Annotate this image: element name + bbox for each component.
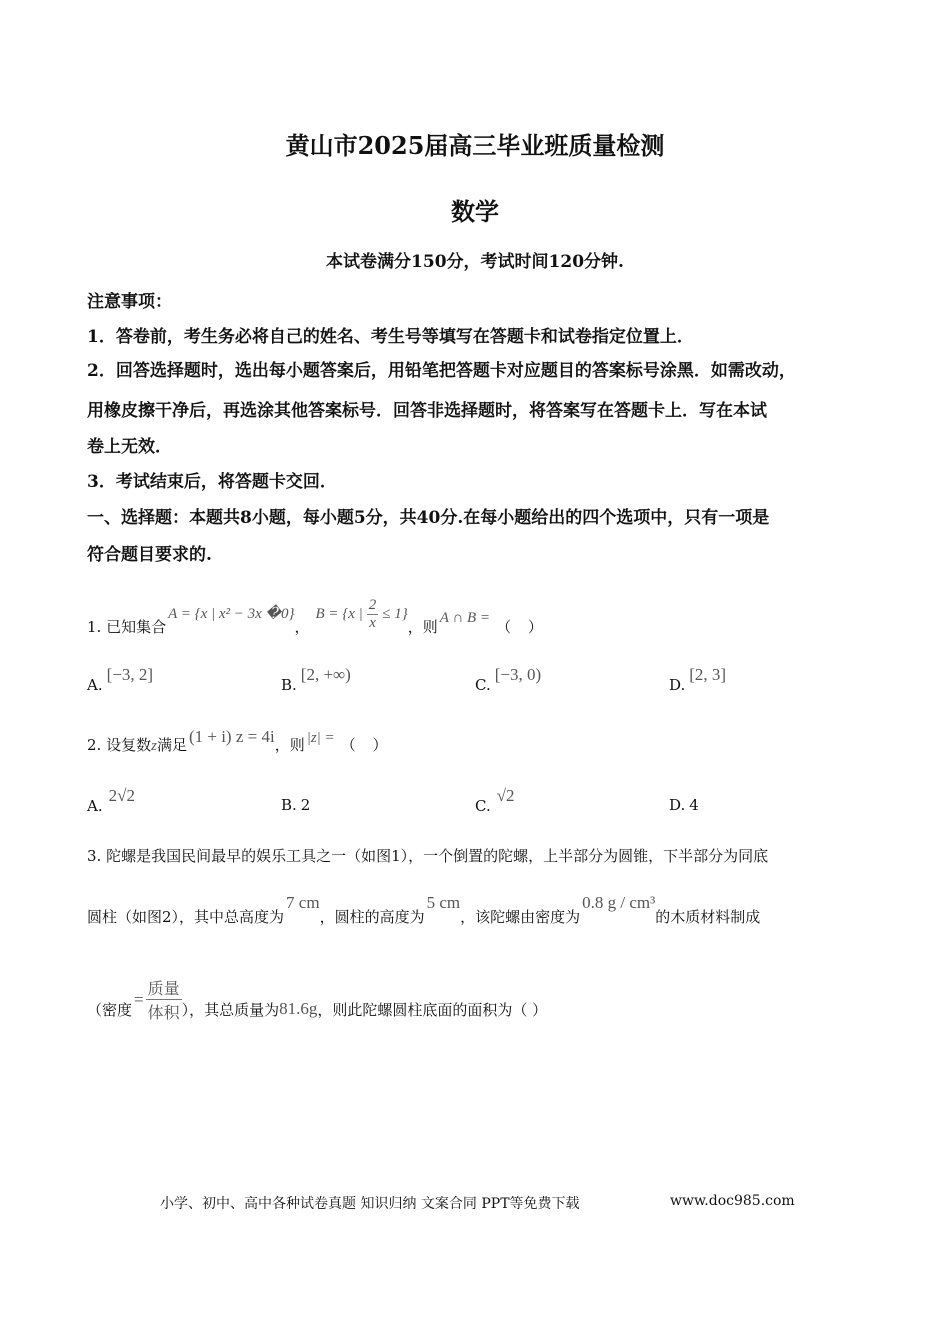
q1-option-c-value: [−3, 0) [494, 665, 542, 684]
footer-site-link[interactable]: www.doc985.com [670, 1193, 795, 1209]
section1-line-2: 符合题目要求的. [87, 545, 212, 565]
q1-set-b-fraction [367, 597, 379, 632]
q2-option-a-label: A. [87, 797, 103, 815]
q1-comma: ， [294, 618, 310, 636]
note-item-2-line-1: 2．回答选择题时，选出每小题答案后，用铅笔把答题卡对应题目的答案标号涂黑．如需改动， [87, 361, 796, 381]
q3-line-3-a: （密度 [87, 1001, 133, 1019]
q1-option-d-value: [2, 3] [689, 665, 727, 684]
note-item-2-line-3: 卷上无效． [87, 437, 172, 457]
q2-option-d-value: 4 [689, 796, 699, 814]
q1-then: ，则 [407, 618, 438, 636]
q2-option-a-value: 2√2 [108, 786, 135, 805]
q3-line-1: 3. 陀螺是我国民间最早的娱乐工具之一（如图1），一个倒置的陀螺，上半部分为圆锥，下半部分为同底 [87, 847, 769, 865]
q2-option-b [281, 786, 311, 814]
q1-prefix: 1. 已知集合 [87, 618, 167, 636]
q3-line-2-d: 的木质材料制成 [655, 908, 761, 926]
q1-expression: A ∩ B = [439, 610, 491, 626]
q1-option-b-label: B. [281, 676, 297, 694]
q3-total-height: 7 cm [286, 893, 320, 912]
question-2 [87, 726, 394, 754]
q2-expression: |z| = [306, 730, 335, 746]
q1-answer-paren: （ ） [496, 618, 549, 636]
q2-answer-paren: （ ） [340, 736, 394, 754]
q2-var: z [151, 738, 157, 754]
q1-set-a: A = {x | x² − 3x �0} [168, 606, 295, 622]
footer-text: 小学、初中、高中各种试卷真题 知识归纳 文案合同 PPT等免费下载 [160, 1196, 580, 1212]
q1-set-b-left: B = {x | [315, 606, 363, 622]
q2-option-c-label: C. [475, 797, 491, 815]
q1-option-a [87, 665, 154, 694]
q2-mid: 满足 [156, 736, 187, 754]
q3-line-2-a: 圆柱（如图2），其中总高度为 [87, 908, 285, 926]
note-item-2-line-2: 用橡皮擦干净后，再选涂其他答案标号．回答非选择题时，将答案写在答题卡上．写在本试 [87, 401, 767, 421]
section1-line-1: 一、选择题：本题共8小题，每小题5分，共40分.在每小题给出的四个选项中，只有一项是 [87, 508, 770, 528]
q3-line-3-b: ），其总质量为 [181, 1001, 280, 1019]
notes-heading: 注意事项： [87, 292, 172, 312]
q2-option-a [87, 786, 135, 815]
q3-density-fraction [146, 976, 182, 1023]
q1-option-b-value: [2, +∞) [300, 665, 351, 684]
q1-set-b-denominator: x [369, 615, 376, 631]
q2-option-d [669, 786, 699, 814]
exam-info: 本试卷满分150分，考试时间120分钟. [326, 252, 624, 272]
q3-cylinder-height: 5 cm [426, 893, 461, 912]
subject-title: 数学 [451, 197, 499, 226]
q2-option-c [475, 786, 515, 815]
q1-option-c-label: C. [475, 676, 491, 694]
q3-fraction-denominator: 体积 [147, 1005, 180, 1022]
q1-option-b [281, 665, 351, 694]
q1-set-b-right: ≤ 1} [382, 606, 408, 622]
q1-option-d-label: D. [669, 676, 686, 694]
q1-set-b-numerator: 2 [368, 597, 377, 613]
q3-total-mass: 81.6g [279, 998, 318, 1018]
q2-then: ，则 [274, 736, 305, 754]
q3-line-2-b: ，圆柱的高度为 [319, 908, 425, 926]
q2-prefix: 2. 设复数 [87, 736, 152, 754]
q2-option-b-label: B. [281, 796, 297, 814]
q2-option-c-value: √2 [496, 786, 515, 805]
q3-density: 0.8 g / cm³ [582, 893, 656, 912]
note-item-1: 1．答卷前，考生务必将自己的姓名、考生号等填写在答题卡和试卷指定位置上． [87, 327, 694, 347]
q3-line-2 [87, 892, 761, 926]
q3-fraction-numerator: 质量 [146, 976, 182, 1000]
q1-set-b [315, 597, 407, 632]
q3-line-3 [87, 976, 547, 1023]
q1-option-a-value: [−3, 2] [106, 665, 154, 684]
q3-equals: = [134, 989, 144, 1009]
q2-option-b-value: 2 [300, 796, 311, 814]
q1-option-a-label: A. [87, 676, 103, 694]
q1-option-d [669, 665, 727, 694]
question-1 [87, 592, 549, 637]
q1-option-c [475, 665, 542, 694]
q2-equation: (1 + i) z = 4i [188, 727, 275, 746]
note-item-3: 3．考试结束后，将答题卡交回． [87, 472, 337, 492]
exam-title: 黄山市2025届高三毕业班质量检测 [285, 131, 665, 160]
q2-option-d-label: D. [669, 796, 686, 814]
q3-line-3-c: ，则此陀螺圆柱底面的面积为（ ） [317, 1001, 548, 1019]
q3-line-2-c: ，该陀螺由密度为 [460, 908, 581, 926]
